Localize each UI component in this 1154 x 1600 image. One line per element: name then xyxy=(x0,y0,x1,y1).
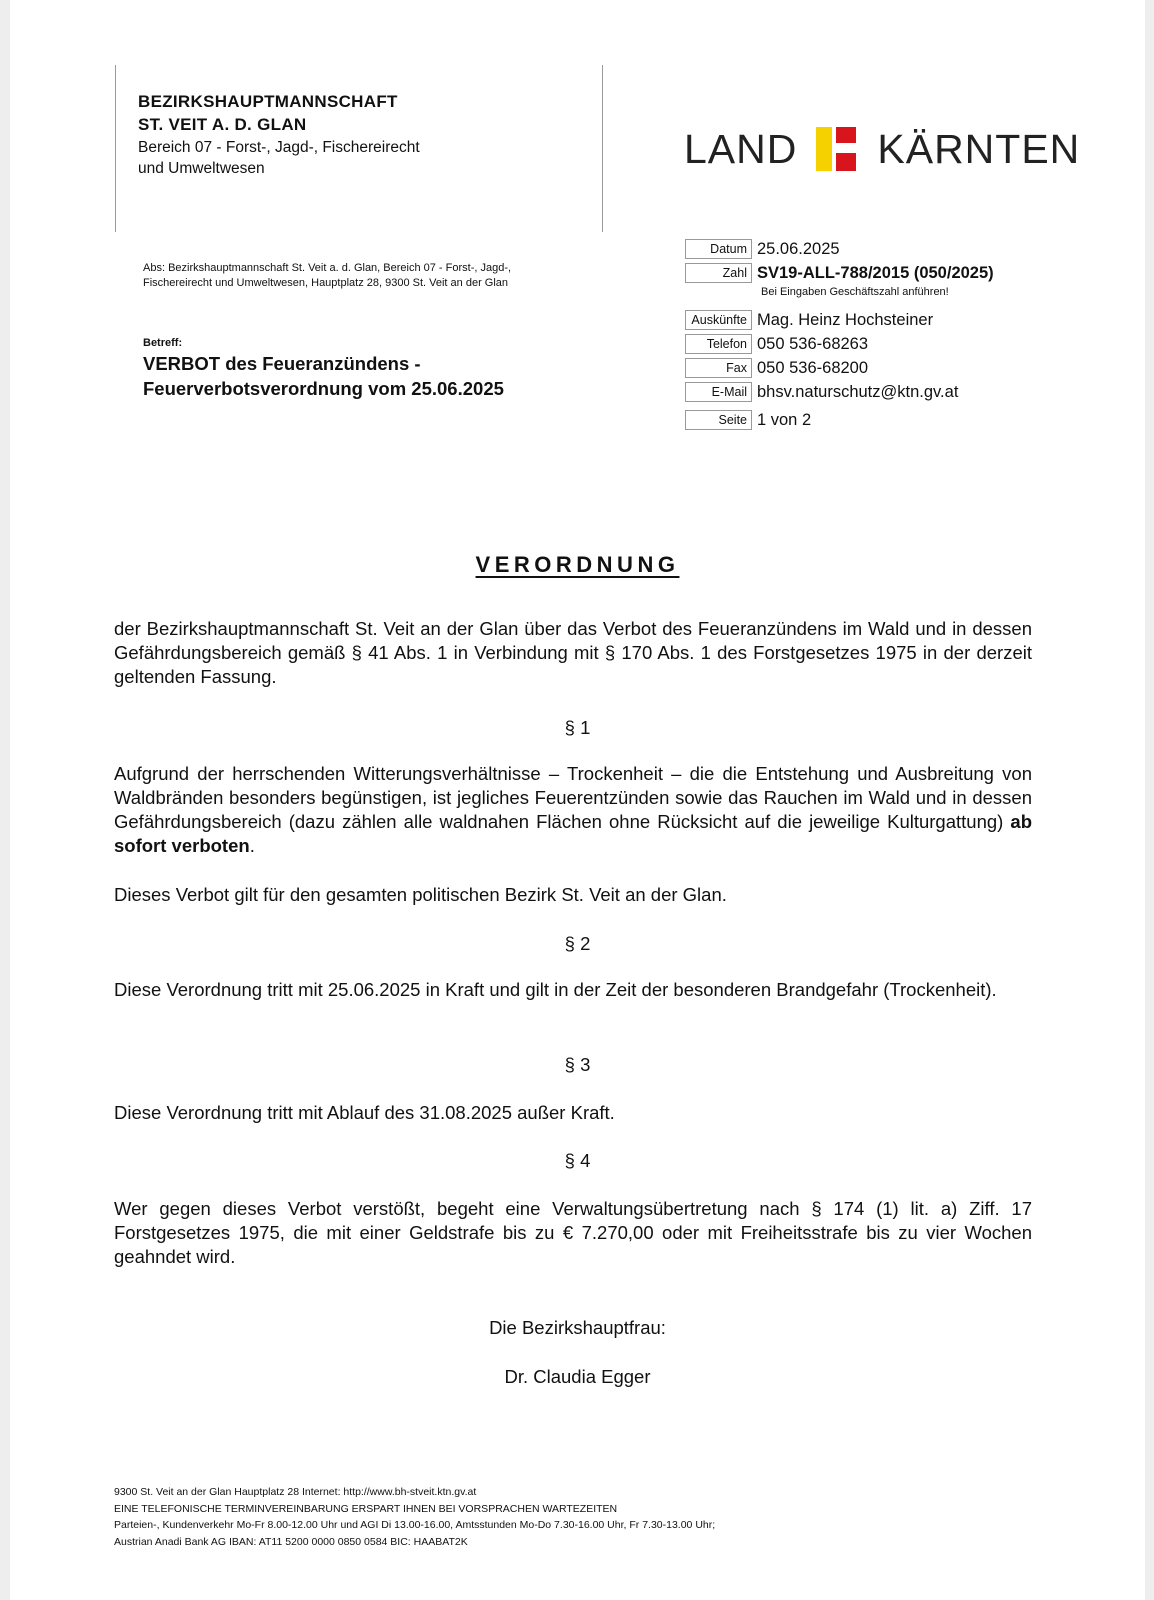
left-divider xyxy=(115,65,116,232)
sender-line-2: Fischereirecht und Umweltwesen, Hauptplatz 28, 9300 St. Veit an der Glan xyxy=(143,277,509,289)
meta-label-datum: Datum xyxy=(685,239,752,259)
meta-value-seite: 1 von 2 xyxy=(757,410,812,429)
authority-line-1: BEZIRKSHAUPTMANNSCHAFT xyxy=(138,92,398,111)
document-page xyxy=(10,0,1145,1600)
subject-line-1: VERBOT des Feueranzündens - xyxy=(143,353,421,374)
logo-word-kaernten: KÄRNTEN xyxy=(877,126,1081,172)
meta-label-fax: Fax xyxy=(685,358,752,378)
section-1-main: Aufgrund der herrschenden Witterungsverhältnisse – Trockenheit – die die Entstehung und Ausbreitung von Waldbränden besonders begünstigen, ist jegliches Feuerentzünden sowie das Rauchen im Wald und in dessen Gefährdungsbereich (dazu zählen alle waldnahen Flächen ohne Rücksicht auf die jeweilige Kulturgattung) xyxy=(114,763,1032,832)
section-4-text: Wer gegen dieses Verbot verstößt, begeht eine Verwaltungsübertretung nach § 174 (1) lit. a) Ziff. 17 Forstgesetzes 1975, die mit einer Geldstrafe bis zu € 7.270,00 oder mit Freiheitsstrafe bis zu vier Wochen geahndet wird. xyxy=(114,1198,1032,1267)
authority-line-2: ST. VEIT A. D. GLAN xyxy=(138,115,307,134)
meta-value-email: bhsv.naturschutz@ktn.gv.at xyxy=(757,382,959,401)
sender-line-1: Abs: Bezirkshauptmannschaft St. Veit a. d. Glan, Bereich 07 - Forst-, Jagd-, xyxy=(143,262,512,274)
department-line-1: Bereich 07 - Forst-, Jagd-, Fischereirecht xyxy=(138,139,420,156)
meta-row-seite xyxy=(685,409,811,431)
section-1-period: . xyxy=(249,835,255,856)
meta-label-email: E-Mail xyxy=(685,382,752,402)
department-line-2: und Umweltwesen xyxy=(138,160,265,177)
footer-line-3: Parteien-, Kundenverkehr Mo-Fr 8.00-12.00 Uhr und AGI Di 13.00-16.00, Amtsstunden Mo-Do 7.30-16.00 Uhr, Fr 7.30-13.00 Uhr; xyxy=(114,1519,716,1531)
subject-label: Betreff: xyxy=(143,337,183,349)
footer xyxy=(114,1484,715,1550)
section-3-heading: § 3 xyxy=(564,1054,591,1075)
sender-address xyxy=(143,261,583,291)
signature-title: Die Bezirkshauptfrau: xyxy=(489,1317,666,1338)
meta-row-fax xyxy=(685,357,868,379)
section-2-heading: § 2 xyxy=(564,933,591,954)
meta-row-email xyxy=(685,381,958,403)
signature-name: Dr. Claudia Egger xyxy=(504,1366,651,1387)
section-1-scope: Dieses Verbot gilt für den gesamten politischen Bezirk St. Veit an der Glan. xyxy=(114,884,727,905)
section-4-heading: § 4 xyxy=(564,1150,591,1171)
meta-label-zahl: Zahl xyxy=(685,263,752,283)
meta-row-telefon xyxy=(685,333,868,355)
footer-line-1: 9300 St. Veit an der Glan Hauptplatz 28 Internet: http://www.bh-stveit.ktn.gv.at xyxy=(114,1486,477,1498)
section-3-text: Diese Verordnung tritt mit Ablauf des 31.08.2025 außer Kraft. xyxy=(114,1102,615,1123)
meta-value-telefon: 050 536-68263 xyxy=(757,334,869,353)
meta-row-zahl xyxy=(685,262,994,284)
section-1-heading: § 1 xyxy=(564,717,591,738)
document-title: VERORDNUNG xyxy=(475,552,680,577)
intro-paragraph: der Bezirkshauptmannschaft St. Veit an der Glan über das Verbot des Feueranzündens im Wald und in dessen Gefährdungsbereich gemäß § 41 Abs. 1 in Verbindung mit § 170 Abs. 1 des Forstgesetzes 1975 in der derzeit geltenden Fassung. xyxy=(114,618,1032,687)
meta-label-seite: Seite xyxy=(685,410,752,430)
meta-value-fax: 050 536-68200 xyxy=(757,358,869,377)
logo-mark-icon xyxy=(816,127,860,171)
subject-text xyxy=(143,351,504,401)
logo-word-land: LAND xyxy=(684,126,798,172)
section-1-text xyxy=(114,762,1032,858)
footer-line-2: EINE TELEFONISCHE TERMINVEREINBARUNG ERSPART IHNEN BEI VORSPRACHEN WARTEZEITEN xyxy=(114,1502,618,1515)
meta-value-auskuenfte: Mag. Heinz Hochsteiner xyxy=(757,310,934,329)
authority-name xyxy=(138,90,398,136)
meta-value-zahl: SV19-ALL-788/2015 (050/2025) xyxy=(757,263,994,282)
footer-line-4: Austrian Anadi Bank AG IBAN: AT11 5200 0000 0850 0584 BIC: HAABAT2K xyxy=(114,1535,468,1548)
right-divider xyxy=(602,65,603,232)
section-2-text: Diese Verordnung tritt mit 25.06.2025 in Kraft und gilt in der Zeit der besonderen Brandgefahr (Trockenheit). xyxy=(114,979,997,1000)
subject-line-2: Feuerverbotsverordnung vom 25.06.2025 xyxy=(143,378,504,399)
land-kaernten-logo xyxy=(684,127,1080,171)
authority-department xyxy=(138,137,468,179)
meta-label-telefon: Telefon xyxy=(685,334,752,354)
section-1-emphasis: ab sofort verboten xyxy=(114,811,1033,856)
meta-row-auskuenfte xyxy=(685,309,933,331)
meta-label-auskuenfte: Auskünfte xyxy=(685,310,752,330)
meta-zahl-note: Bei Eingaben Geschäftszahl anführen! xyxy=(761,286,949,298)
meta-row-datum xyxy=(685,238,840,260)
meta-value-datum: 25.06.2025 xyxy=(757,239,840,258)
